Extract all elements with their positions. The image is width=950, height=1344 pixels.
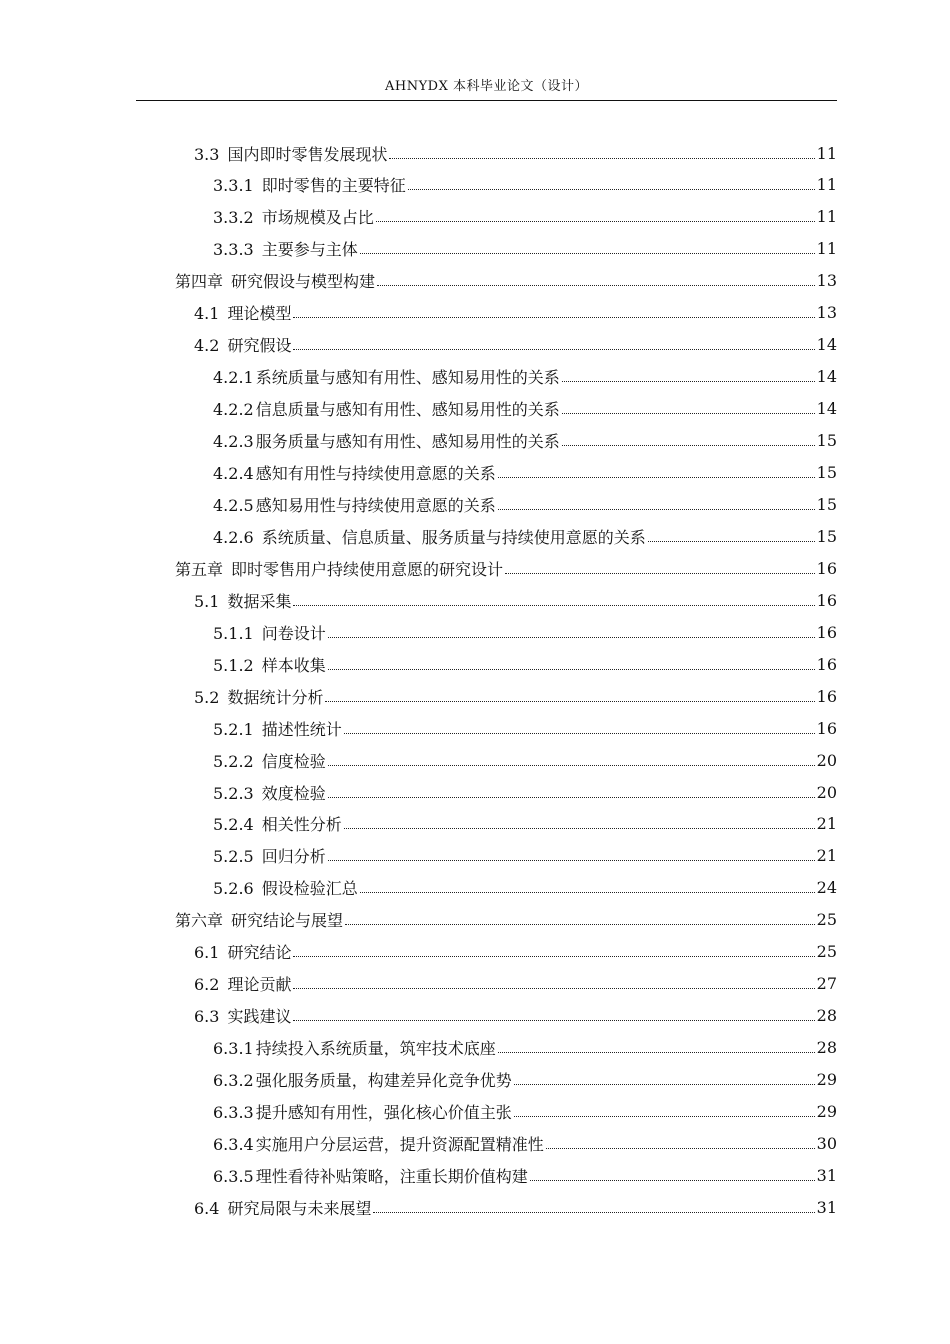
toc-entry[interactable]	[194, 584, 837, 616]
toc-entry-title	[213, 844, 326, 867]
toc-entry-page: 15	[816, 494, 837, 514]
toc-entry[interactable]	[213, 169, 837, 201]
toc-entry-page: 14	[816, 335, 837, 355]
toc-leader-dots	[498, 509, 815, 510]
toc-leader-dots	[293, 956, 814, 957]
toc-entry-title	[213, 717, 342, 740]
toc-leader-dots	[344, 828, 815, 829]
toc-entry[interactable]	[213, 1096, 837, 1128]
toc-entry-number: 5.2.1	[213, 719, 254, 739]
toc-entry-page: 15	[816, 431, 837, 451]
toc-entry-title	[213, 653, 326, 676]
toc-entry-number: 5.2.6	[213, 879, 254, 899]
toc-entry-title	[213, 525, 646, 548]
toc-entry-number: 4.2.4	[213, 464, 254, 483]
toc-entry-title	[213, 173, 406, 196]
toc-entry[interactable]	[194, 297, 837, 329]
toc-entry-page: 16	[816, 622, 837, 642]
toc-entry-title	[194, 1004, 291, 1027]
toc-entry[interactable]	[175, 552, 837, 584]
toc-leader-dots	[328, 860, 815, 861]
toc-leader-dots	[344, 733, 815, 734]
toc-entry-text: 系统质量与感知有用性、感知易用性的关系	[255, 368, 560, 388]
toc-entry-title	[213, 812, 342, 835]
toc-entry-number: 4.2	[194, 336, 220, 356]
toc-entry-text: 系统质量、信息质量、服务质量与持续使用意愿的关系	[261, 527, 646, 547]
toc-entry-number: 6.3.1	[213, 1039, 254, 1059]
toc-entry-number: 6.2	[194, 975, 220, 995]
toc-entry[interactable]	[175, 904, 837, 936]
toc-entry-number: 5.1.2	[213, 655, 254, 675]
toc-entry-title	[213, 749, 326, 772]
toc-entry-text: 理性看待补贴策略，注重长期价值构建	[255, 1166, 528, 1186]
toc-entry-number: 5.2	[194, 687, 220, 707]
toc-entry-page: 27	[816, 974, 837, 994]
toc-entry[interactable]	[194, 680, 837, 712]
toc-entry-page: 29	[816, 1102, 837, 1121]
toc-entry-page: 16	[816, 590, 837, 610]
toc-entry-text: 样本收集	[261, 655, 326, 675]
toc-entry-page: 16	[816, 654, 837, 674]
toc-entry-number: 6.3.2	[213, 1071, 254, 1091]
toc-entry[interactable]	[194, 936, 837, 968]
toc-entry-text: 理论模型	[227, 304, 292, 324]
toc-entry-page: 24	[816, 878, 837, 898]
toc-entry-title	[175, 908, 343, 931]
toc-entry-title	[213, 876, 358, 899]
toc-entry-number: 6.3.3	[213, 1103, 254, 1122]
toc-entry-title	[175, 269, 375, 292]
toc-entry[interactable]	[213, 808, 837, 840]
toc-leader-dots	[360, 253, 815, 254]
toc-leader-dots	[514, 1116, 815, 1117]
toc-leader-dots	[373, 1212, 814, 1213]
toc-entry-text: 市场规模及占比	[261, 208, 374, 228]
toc-entry-text: 效度检验	[261, 783, 326, 803]
toc-entry-number: 5.2.2	[213, 751, 254, 771]
toc-leader-dots	[328, 669, 815, 670]
toc-entry-number: 5.2.3	[213, 783, 254, 803]
toc-entry[interactable]	[194, 1000, 837, 1032]
toc-entry[interactable]	[213, 233, 837, 265]
toc-entry-text: 国内即时零售发展现状	[227, 144, 388, 164]
toc-leader-dots	[498, 1052, 815, 1053]
toc-entry-number: 第六章	[175, 911, 224, 931]
toc-entry-title	[213, 365, 560, 388]
toc-entry-page: 16	[816, 558, 837, 578]
toc-entry-number: 3.3.2	[213, 208, 254, 228]
toc-entry-page: 11	[816, 143, 837, 163]
toc-entry-page: 20	[816, 782, 837, 802]
toc-leader-dots	[328, 765, 815, 766]
toc-entry-page: 28	[816, 1006, 837, 1026]
toc-entry-number: 4.2.2	[213, 400, 254, 420]
toc-entry-number: 5.1.1	[213, 623, 254, 643]
toc-entry-title	[213, 621, 326, 644]
toc-entry-text: 问卷设计	[261, 623, 326, 643]
toc-entry[interactable]	[213, 840, 837, 872]
toc-entry[interactable]	[213, 425, 837, 457]
toc-entry-page: 11	[816, 239, 837, 259]
toc-entry-page: 14	[816, 367, 837, 387]
toc-entry-title	[213, 237, 358, 260]
toc-entry-page: 11	[816, 175, 837, 195]
toc-leader-dots	[360, 892, 815, 893]
toc-entry[interactable]	[213, 361, 837, 393]
header-rule	[136, 100, 837, 101]
toc-leader-dots	[498, 477, 815, 478]
toc-entry-title	[194, 142, 387, 165]
toc-leader-dots	[408, 189, 815, 190]
toc-entry-text: 即时零售的主要特征	[261, 176, 406, 196]
toc-entry-title	[213, 781, 326, 804]
toc-entry-page: 29	[816, 1070, 837, 1090]
toc-leader-dots	[328, 637, 815, 638]
toc-entry-text: 实施用户分层运营，提升资源配置精准性	[255, 1134, 544, 1154]
toc-entry-text: 研究结论	[227, 943, 292, 963]
toc-entry[interactable]	[213, 520, 837, 552]
toc-entry-text: 信度检验	[261, 751, 326, 771]
toc-entry[interactable]	[213, 488, 837, 520]
toc-entry-text: 信息质量与感知有用性、感知易用性的关系	[255, 400, 560, 420]
toc-entry-text: 即时零售用户持续使用意愿的研究设计	[231, 559, 504, 579]
toc-leader-dots	[530, 1180, 815, 1181]
toc-entry-title	[213, 1100, 512, 1123]
toc-entry-title	[213, 429, 560, 452]
toc-entry-title	[213, 1132, 544, 1155]
toc-entry-number: 6.1	[194, 943, 220, 963]
toc-entry-number: 6.3.4	[213, 1134, 254, 1154]
toc-entry-text: 研究假设与模型构建	[231, 272, 376, 292]
toc-entry-number: 4.1	[194, 304, 220, 324]
toc-entry-number: 第四章	[175, 272, 224, 292]
toc-entry-number: 3.3.1	[213, 176, 254, 196]
toc-entry-title	[213, 493, 496, 516]
toc-entry-title	[175, 557, 503, 580]
toc-entry-text: 假设检验汇总	[261, 879, 358, 899]
toc-leader-dots	[648, 541, 815, 542]
toc-leader-dots	[376, 221, 815, 222]
toc-leader-dots	[293, 988, 814, 989]
toc-entry-text: 回归分析	[261, 847, 326, 867]
toc-entry[interactable]	[213, 872, 837, 904]
toc-leader-dots	[293, 1020, 814, 1021]
toc-entry-page: 30	[816, 1133, 837, 1153]
toc-entry[interactable]	[213, 1159, 837, 1191]
toc-entry-text: 数据采集	[227, 591, 292, 611]
toc-entry[interactable]	[213, 648, 837, 680]
toc-entry-text: 描述性统计	[261, 719, 342, 739]
toc-leader-dots	[546, 1148, 815, 1149]
toc-entry[interactable]	[213, 616, 837, 648]
toc-entry-page: 28	[816, 1038, 837, 1058]
toc-entry[interactable]	[213, 1032, 837, 1064]
toc-entry-text: 感知有用性与持续使用意愿的关系	[255, 464, 496, 483]
toc-entry-number: 3.3.3	[213, 240, 254, 260]
toc-entry-number: 4.2.5	[213, 495, 254, 515]
toc-entry[interactable]	[194, 329, 837, 361]
toc-entry[interactable]	[213, 393, 837, 425]
toc-entry-number: 4.2.1	[213, 368, 254, 388]
toc-entry-title	[213, 205, 374, 228]
toc-leader-dots	[328, 797, 815, 798]
toc-entry-text: 研究局限与未来展望	[227, 1198, 372, 1218]
toc-entry-title	[194, 685, 323, 708]
toc-entry-number: 4.2.3	[213, 432, 254, 452]
toc-entry[interactable]	[213, 457, 837, 489]
toc-leader-dots	[345, 924, 815, 925]
toc-entry-page: 16	[816, 718, 837, 738]
toc-entry-page: 25	[816, 942, 837, 962]
toc-leader-dots	[562, 381, 815, 382]
page-header: AHNYDX 本科毕业论文（设计）	[385, 79, 588, 94]
toc-entry-title	[194, 1196, 371, 1219]
toc-entry-title	[213, 461, 496, 484]
toc-entry-page: 13	[816, 303, 837, 323]
toc-entry[interactable]	[175, 265, 837, 297]
toc-entry[interactable]	[194, 968, 837, 1000]
toc-entry-text: 研究假设	[227, 336, 292, 356]
toc-entry-text: 持续投入系统质量，筑牢技术底座	[255, 1039, 496, 1059]
toc-entry-text: 强化服务质量，构建差异化竞争优势	[255, 1071, 512, 1091]
toc-entry-title	[213, 1164, 528, 1187]
toc-entry-text: 主要参与主体	[261, 240, 358, 260]
toc-entry-page: 25	[816, 910, 837, 930]
toc-entry-number: 5.2.5	[213, 847, 254, 867]
toc-leader-dots	[505, 573, 815, 574]
toc-entry-page: 16	[816, 686, 837, 706]
toc-entry-page: 14	[816, 399, 837, 419]
toc-entry-page: 21	[816, 846, 837, 866]
toc-entry-page: 21	[816, 814, 837, 834]
toc-entry-page: 13	[816, 271, 837, 291]
toc-entry-text: 服务质量与感知有用性、感知易用性的关系	[255, 432, 560, 452]
toc-entry-text: 实践建议	[227, 1007, 292, 1027]
toc-entry-number: 5.1	[194, 591, 220, 611]
toc-leader-dots	[293, 317, 814, 318]
toc-entry-title	[213, 1068, 512, 1091]
toc-entry-number: 5.2.4	[213, 815, 254, 835]
toc-leader-dots	[562, 413, 815, 414]
toc-entry-page: 20	[816, 750, 837, 770]
toc-entry-title	[194, 940, 291, 963]
toc-leader-dots	[293, 349, 814, 350]
toc-entry-title	[194, 301, 291, 324]
toc-leader-dots	[377, 285, 815, 286]
toc-leader-dots	[562, 445, 815, 446]
toc-entry-page: 31	[816, 1197, 837, 1217]
toc-entry-title	[194, 333, 291, 356]
toc-leader-dots	[389, 158, 814, 159]
toc-entry-title	[194, 589, 291, 612]
toc-entry-text: 理论贡献	[227, 975, 292, 995]
toc-entry[interactable]	[213, 776, 837, 808]
toc-entry[interactable]	[194, 137, 837, 169]
toc-leader-dots	[325, 701, 814, 702]
toc-entry[interactable]	[213, 201, 837, 233]
toc-entry[interactable]	[213, 712, 837, 744]
toc-entry-text: 研究结论与展望	[231, 911, 344, 931]
toc-entry-title	[213, 397, 560, 420]
toc-entry-number: 第五章	[175, 559, 224, 579]
toc-entry-number: 6.3	[194, 1007, 220, 1027]
toc-entry-text: 提升感知有用性，强化核心价值主张	[255, 1103, 512, 1122]
toc-entry-title	[213, 1036, 496, 1059]
toc-entry-number: 4.2.6	[213, 527, 254, 547]
toc-leader-dots	[514, 1084, 815, 1085]
toc-entry-number: 3.3	[194, 144, 220, 164]
toc-leader-dots	[293, 605, 814, 606]
toc-entry[interactable]	[213, 1064, 837, 1096]
toc-entry[interactable]	[213, 1127, 837, 1159]
toc-entry[interactable]	[213, 744, 837, 776]
toc-entry-text: 数据统计分析	[227, 687, 324, 707]
toc-entry-text: 感知易用性与持续使用意愿的关系	[255, 495, 496, 515]
toc-entry-text: 相关性分析	[261, 815, 342, 835]
toc-entry-page: 15	[816, 463, 837, 482]
toc-entry-page: 15	[816, 526, 837, 546]
toc-entry-number: 6.4	[194, 1198, 220, 1218]
toc-entry[interactable]	[194, 1191, 837, 1223]
toc-entry-number: 6.3.5	[213, 1166, 254, 1186]
toc-entry-page: 31	[816, 1165, 837, 1185]
toc-entry-page: 11	[816, 207, 837, 227]
toc-entry-title	[194, 972, 291, 995]
